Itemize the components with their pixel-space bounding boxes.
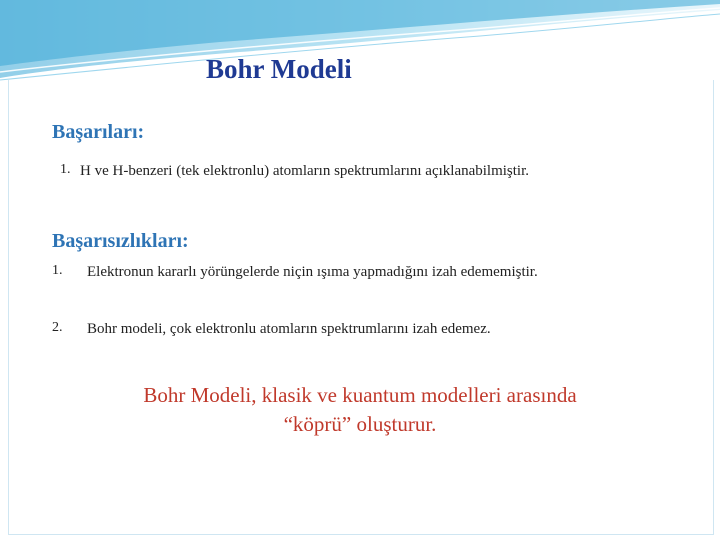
successes-heading: Başarıları: <box>52 121 145 143</box>
list-item: H ve H-benzeri (tek elektronlu) atomların spektrumlarını açıklanabilmiştir. <box>80 163 530 179</box>
content-frame <box>8 80 714 535</box>
failures-heading: Başarısızlıkları: <box>52 230 189 252</box>
list-item-number: 2. <box>52 320 63 335</box>
list-item: Bohr modeli, çok elektronlu atomların spektrumlarını izah edemez. <box>87 321 491 337</box>
list-item: Elektronun kararlı yörüngelerde niçin ışıma yapmadığını izah edememiştir. <box>87 264 538 280</box>
conclusion-line-2: “köprü” oluşturur. <box>283 412 437 436</box>
slide-title: Bohr Modeli <box>206 54 352 84</box>
list-item-number: 1. <box>60 162 71 177</box>
conclusion-note <box>60 381 660 439</box>
conclusion-line-1: Bohr Modeli, klasik ve kuantum modelleri arasında <box>143 383 577 407</box>
list-item-number: 1. <box>52 263 63 278</box>
